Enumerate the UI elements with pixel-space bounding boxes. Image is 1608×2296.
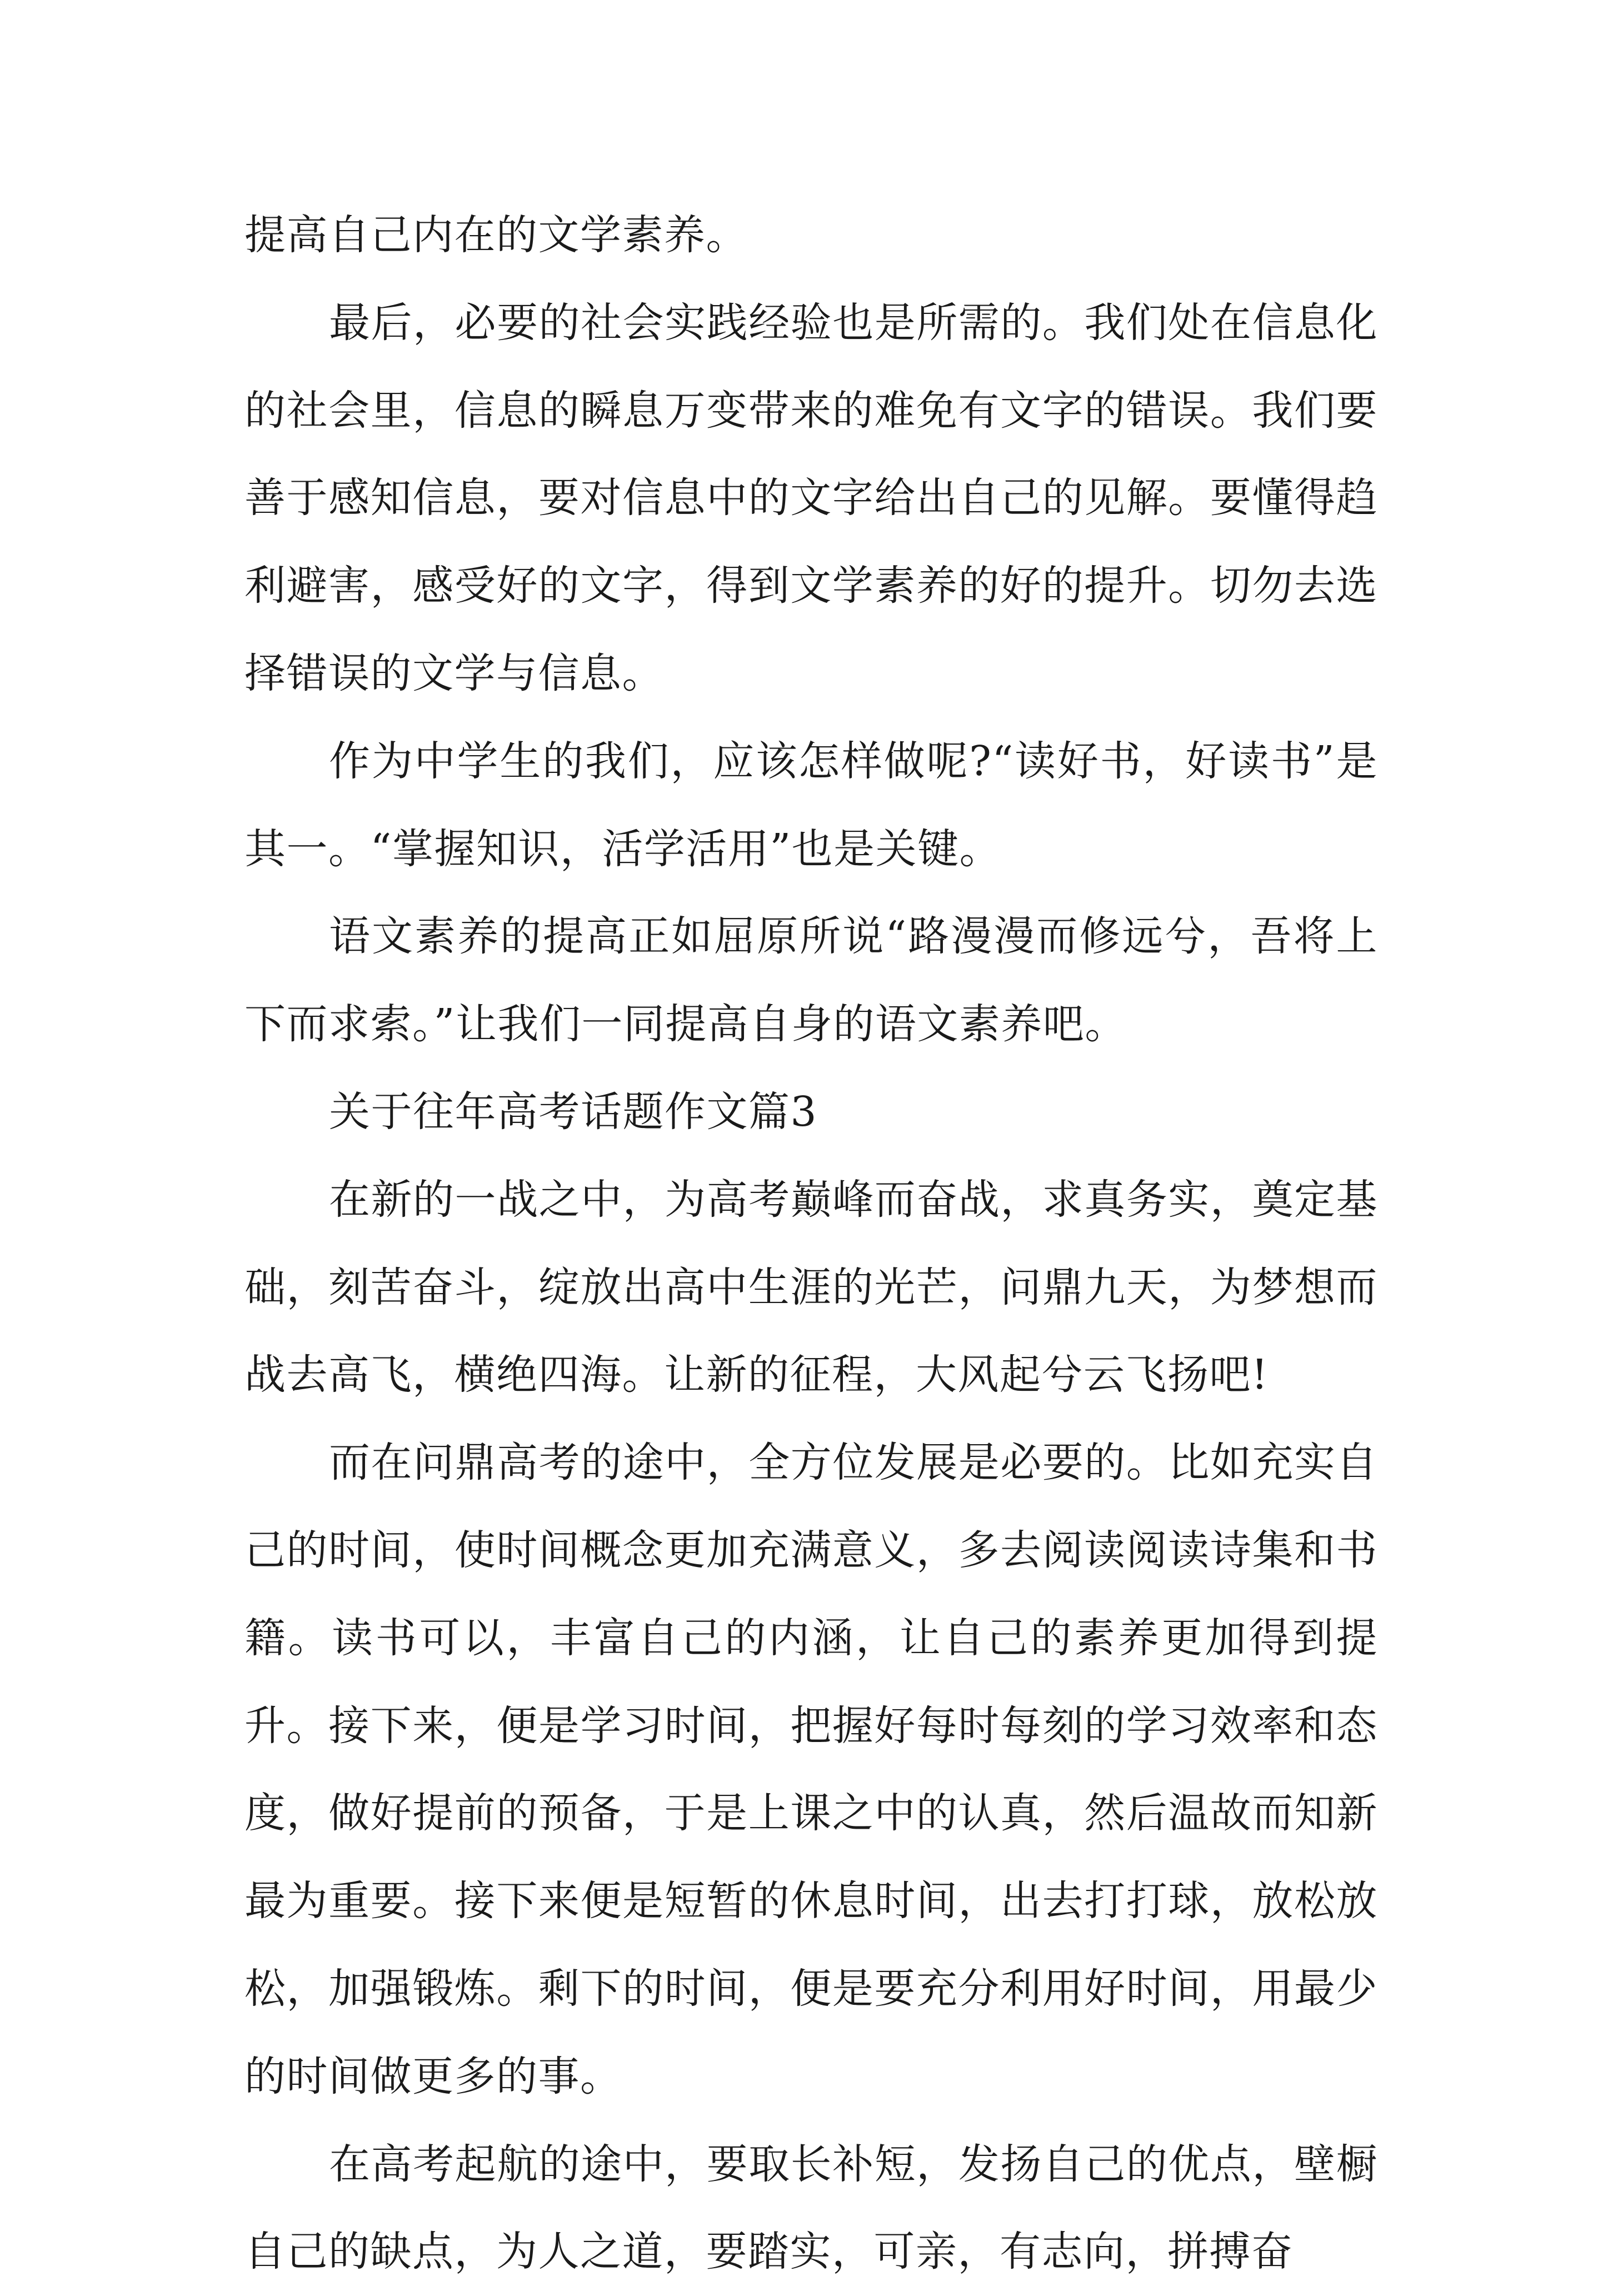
paragraph-6: 而在问鼎高考的途中，全方位发展是必要的。比如充实自己的时间，使时间概念更加充满意义，多去阅读阅读诗集和书籍。读书可以，丰富自己的内涵，让自己的素养更加得到提升。接下来，便是学习时间，把握好每时每刻的学习效率和态度，做好提前的预备，于是上课之中的认真，然后温故而知新最为重要。接下来便是短暂的休息时间，出去打打球，放松放松，加强锻炼。剩下的时间，便是要充分利用好时间，用最少的时间做更多的事。 <box>244 1439 1378 2100</box>
paragraph-2: 最后，必要的社会实践经验也是所需的。我们处在信息化的社会里，信息的瞬息万变带来的难免有文字的错误。我们要善于感知信息，要对信息中的文字给出自己的见解。要懂得趋利避害，感受好的文字，得到文学素养的好的提升。切勿去选择错误的文学与信息。 <box>244 298 1378 697</box>
paragraph-7: 在高考起航的途中，要取长补短，发扬自己的优点，壁橱自己的缺点，为人之道，要踏实，可亲，有志向，拼搏奋 <box>244 2140 1378 2276</box>
paragraph-4: 语文素养的提高正如屈原所说“路漫漫而修远兮，吾将上下而求索。”让我们一同提高自身的语文素养吧。 <box>244 912 1378 1049</box>
document-body <box>244 192 1378 2296</box>
paragraph-1: 提高自己内在的文学素养。 <box>244 211 748 259</box>
paragraph-5: 在新的一战之中，为高考巅峰而奋战，求真务实，奠定基础，刻苦奋斗，绽放出高中生涯的光芒，问鼎九天，为梦想而战去高飞，横绝四海。让新的征程，大风起兮云飞扬吧! <box>244 1175 1378 1399</box>
section-heading: 关于往年高考话题作文篇3 <box>329 1087 818 1136</box>
paragraph-3: 作为中学生的我们，应该怎样做呢?“读好书，好读书”是其一。“掌握知识，活学活用”也是关键。 <box>244 737 1378 873</box>
